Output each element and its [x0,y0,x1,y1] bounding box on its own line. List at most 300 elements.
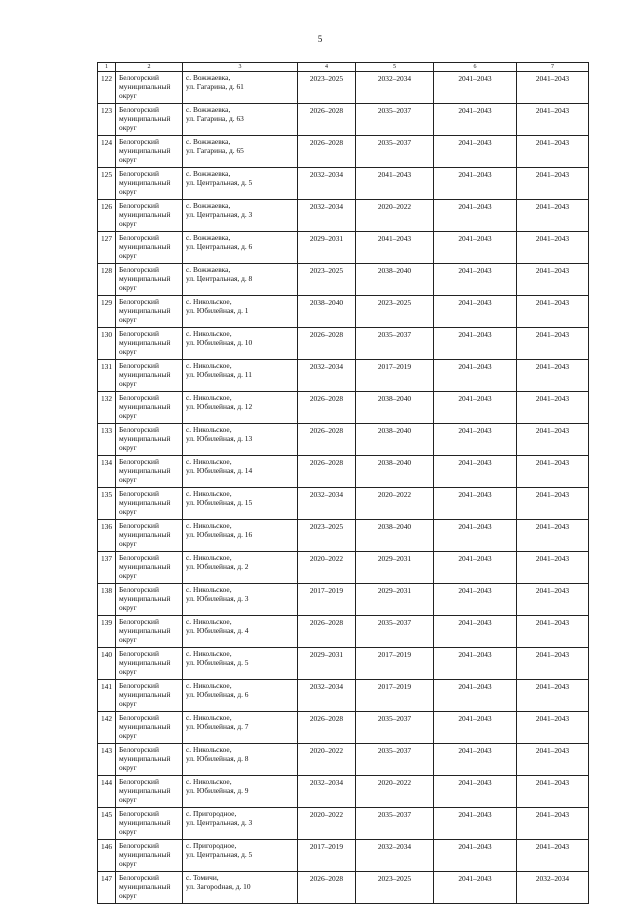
table-row [98,744,589,776]
row-number: 125 [98,168,116,200]
period-col-4: 2023–2025 [298,72,356,104]
address-line: ул. Юбилейная, д. 10 [186,338,253,348]
row-number: 137 [98,552,116,584]
address-cell [183,456,298,488]
address-line: с. Никольское, [186,521,232,530]
period-col-5: 2017–2019 [356,680,434,712]
municipality-line: муниципальный [119,210,171,220]
period-col-4: 2026–2028 [298,424,356,456]
address-line: ул. Гагарина, д. 65 [186,146,244,156]
period-col-4: 2026–2028 [298,456,356,488]
municipality-line: Белогорский [119,233,159,242]
municipality-line: округ [119,635,137,645]
row-number: 131 [98,360,116,392]
row-number: 146 [98,840,116,872]
period-col-4: 2029–2031 [298,648,356,680]
address-cell [183,744,298,776]
municipality-cell [116,616,183,648]
period-col-7: 2041–2043 [517,680,589,712]
municipality-line: Белогорский [119,361,159,370]
municipality-cell [116,584,183,616]
municipality-line: округ [119,795,137,805]
address-line: с. Никольское, [186,361,232,370]
period-col-5: 2035–2037 [356,712,434,744]
period-col-5: 2035–2037 [356,328,434,360]
period-col-6: 2041–2043 [434,808,517,840]
address-line: с. Никольское, [186,777,232,786]
address-line: с. Вожжаевка, [186,201,231,210]
period-col-6: 2041–2043 [434,648,517,680]
table-row [98,488,589,520]
municipality-line: муниципальный [119,754,171,764]
period-col-6: 2041–2043 [434,680,517,712]
period-col-5: 2020–2022 [356,488,434,520]
period-col-6: 2041–2043 [434,456,517,488]
address-line: с. Пригородное, [186,841,237,850]
period-col-4: 2032–2034 [298,776,356,808]
period-col-7: 2041–2043 [517,232,589,264]
table-row [98,584,589,616]
table-row [98,392,589,424]
address-line: ул. Юбилейная, д. 2 [186,562,249,572]
municipality-line: Белогорский [119,873,159,882]
municipality-line: муниципальный [119,786,171,796]
period-col-4: 2029–2031 [298,232,356,264]
municipality-line: муниципальный [119,306,171,316]
row-number: 144 [98,776,116,808]
address-line: с. Никольское, [186,297,232,306]
address-line: с. Вожжаевка, [186,265,231,274]
header-col-4: 4 [298,63,356,72]
municipality-line: округ [119,859,137,869]
period-col-6: 2041–2043 [434,520,517,552]
address-cell [183,104,298,136]
municipality-line: округ [119,539,137,549]
table-row [98,808,589,840]
municipality-cell [116,680,183,712]
address-cell [183,712,298,744]
address-cell [183,168,298,200]
municipality-cell [116,72,183,104]
header-col-3: 3 [183,63,298,72]
address-cell [183,200,298,232]
address-line: ул. Гагарина, д. 61 [186,82,244,92]
address-cell [183,808,298,840]
municipality-line: Белогорский [119,137,159,146]
municipality-cell [116,392,183,424]
address-line: ул. Юбилейная, д. 9 [186,786,249,796]
period-col-6: 2041–2043 [434,712,517,744]
period-col-5: 2035–2037 [356,744,434,776]
table-row [98,776,589,808]
period-col-4: 2026–2028 [298,392,356,424]
period-col-4: 2026–2028 [298,872,356,904]
municipality-line: округ [119,251,137,261]
period-col-6: 2041–2043 [434,328,517,360]
period-col-4: 2026–2028 [298,136,356,168]
period-col-4: 2032–2034 [298,200,356,232]
address-line: с. Никольское, [186,745,232,754]
municipality-line: муниципальный [119,818,171,828]
address-line: ул. Юбилейная, д. 5 [186,658,249,668]
municipality-line: муниципальный [119,434,171,444]
row-number: 122 [98,72,116,104]
address-line: с. Никольское, [186,713,232,722]
municipality-line: округ [119,699,137,709]
municipality-line: муниципальный [119,690,171,700]
municipality-line: муниципальный [119,146,171,156]
period-col-4: 2026–2028 [298,712,356,744]
period-col-7: 2041–2043 [517,424,589,456]
period-col-7: 2041–2043 [517,328,589,360]
municipality-line: Белогорский [119,649,159,658]
municipality-line: муниципальный [119,882,171,892]
address-line: с. Никольское, [186,457,232,466]
period-col-7: 2041–2043 [517,168,589,200]
address-cell [183,872,298,904]
municipality-cell [116,552,183,584]
address-line: с. Никольское, [186,585,232,594]
table-row [98,360,589,392]
municipality-line: округ [119,187,137,197]
address-line: ул. Гагарина, д. 63 [186,114,244,124]
row-number: 140 [98,648,116,680]
period-col-6: 2041–2043 [434,360,517,392]
address-line: ул. Юбилейная, д. 13 [186,434,253,444]
table-row [98,136,589,168]
period-col-6: 2041–2043 [434,104,517,136]
table-row [98,424,589,456]
municipality-line: округ [119,123,137,133]
header-col-5: 5 [356,63,434,72]
period-col-4: 2032–2034 [298,680,356,712]
row-number: 130 [98,328,116,360]
period-col-7: 2041–2043 [517,136,589,168]
address-line: с. Вожжаевка, [186,169,231,178]
period-col-5: 2041–2043 [356,232,434,264]
period-col-7: 2041–2043 [517,360,589,392]
municipality-line: Белогорский [119,681,159,690]
period-col-6: 2041–2043 [434,488,517,520]
address-line: с. Никольское, [186,649,232,658]
period-col-7: 2041–2043 [517,648,589,680]
municipality-line: муниципальный [119,722,171,732]
municipality-line: муниципальный [119,658,171,668]
municipality-cell [116,200,183,232]
table-row [98,520,589,552]
municipality-cell [116,136,183,168]
address-cell [183,296,298,328]
address-line: ул. Юбилейная, д. 16 [186,530,253,540]
municipality-cell [116,776,183,808]
period-col-6: 2041–2043 [434,72,517,104]
period-col-5: 2020–2022 [356,776,434,808]
address-cell [183,840,298,872]
period-col-5: 2017–2019 [356,648,434,680]
address-cell [183,584,298,616]
period-col-4: 2020–2022 [298,744,356,776]
period-col-6: 2041–2043 [434,392,517,424]
table-row [98,104,589,136]
period-col-7: 2041–2043 [517,712,589,744]
address-line: с. Вожжаевка, [186,233,231,242]
period-col-4: 2032–2034 [298,488,356,520]
municipality-line: Белогорский [119,457,159,466]
address-line: ул. Юбилейная, д. 1 [186,306,249,316]
address-line: ул. Центральная, д. 8 [186,274,253,284]
municipality-cell [116,360,183,392]
municipality-line: Белогорский [119,841,159,850]
period-col-5: 2038–2040 [356,424,434,456]
address-line: с. Никольское, [186,329,232,338]
period-col-5: 2038–2040 [356,392,434,424]
address-line: ул. Центральная, д. 3 [186,210,253,220]
municipality-line: Белогорский [119,201,159,210]
municipality-line: округ [119,603,137,613]
row-number: 142 [98,712,116,744]
municipality-line: округ [119,443,137,453]
municipality-line: округ [119,507,137,517]
period-col-5: 2029–2031 [356,584,434,616]
municipality-cell [116,488,183,520]
municipality-cell [116,104,183,136]
period-col-4: 2017–2019 [298,840,356,872]
municipality-line: Белогорский [119,297,159,306]
municipality-line: округ [119,571,137,581]
row-number: 133 [98,424,116,456]
municipality-line: муниципальный [119,370,171,380]
row-number: 139 [98,616,116,648]
period-col-7: 2041–2043 [517,520,589,552]
municipality-line: муниципальный [119,466,171,476]
municipality-line: муниципальный [119,530,171,540]
table-row [98,264,589,296]
period-col-7: 2041–2043 [517,744,589,776]
period-col-6: 2041–2043 [434,424,517,456]
period-col-5: 2038–2040 [356,456,434,488]
municipality-line: округ [119,91,137,101]
page-number: 5 [317,34,323,44]
address-line: ул. Юбилейная, д. 7 [186,722,249,732]
address-cell [183,616,298,648]
period-col-6: 2041–2043 [434,552,517,584]
row-number: 129 [98,296,116,328]
period-col-7: 2041–2043 [517,392,589,424]
period-col-5: 2023–2025 [356,872,434,904]
municipality-cell [116,456,183,488]
table-row [98,200,589,232]
municipality-line: округ [119,315,137,325]
period-col-6: 2041–2043 [434,232,517,264]
address-line: с. Никольское, [186,617,232,626]
municipality-line: муниципальный [119,594,171,604]
address-cell [183,392,298,424]
address-cell [183,680,298,712]
table-row [98,328,589,360]
period-col-6: 2041–2043 [434,168,517,200]
address-line: с. Пригородное, [186,809,237,818]
period-col-5: 2029–2031 [356,552,434,584]
period-col-5: 2035–2037 [356,616,434,648]
header-col-2: 2 [116,63,183,72]
period-col-7: 2041–2043 [517,456,589,488]
address-line: ул. Юбилейная, д. 15 [186,498,253,508]
municipality-line: округ [119,731,137,741]
address-line: ул. Юбилейная, д. 3 [186,594,249,604]
municipality-line: округ [119,283,137,293]
municipality-cell [116,264,183,296]
address-cell [183,136,298,168]
period-col-4: 2026–2028 [298,104,356,136]
address-cell [183,424,298,456]
period-col-6: 2041–2043 [434,616,517,648]
period-col-7: 2032–2034 [517,872,589,904]
municipality-line: Белогорский [119,553,159,562]
address-cell [183,328,298,360]
address-cell [183,776,298,808]
address-line: ул. Центральная, д. 3 [186,818,253,828]
period-col-7: 2041–2043 [517,104,589,136]
municipality-line: округ [119,379,137,389]
municipality-line: округ [119,891,137,901]
period-col-6: 2041–2043 [434,744,517,776]
municipality-line: муниципальный [119,626,171,636]
row-number: 145 [98,808,116,840]
period-col-7: 2041–2043 [517,840,589,872]
address-cell [183,264,298,296]
municipality-cell [116,744,183,776]
header-col-6: 6 [434,63,517,72]
address-line: ул. Центральная, д. 6 [186,242,253,252]
address-line: ул. Загорodная, д. 10 [186,882,251,892]
row-number: 124 [98,136,116,168]
period-col-5: 2032–2034 [356,72,434,104]
table-row [98,72,589,104]
period-col-4: 2023–2025 [298,520,356,552]
period-col-6: 2041–2043 [434,776,517,808]
municipality-cell [116,328,183,360]
municipality-line: округ [119,475,137,485]
municipality-line: Белогорский [119,105,159,114]
municipality-line: муниципальный [119,498,171,508]
address-line: ул. Центральная, д. 5 [186,178,253,188]
municipality-line: Белогорский [119,777,159,786]
table-row [98,168,589,200]
municipality-line: муниципальный [119,402,171,412]
row-number: 141 [98,680,116,712]
period-col-5: 2035–2037 [356,136,434,168]
period-col-5: 2041–2043 [356,168,434,200]
address-line: ул. Юбилейная, д. 8 [186,754,249,764]
period-col-4: 2020–2022 [298,552,356,584]
address-line: ул. Юбилейная, д. 14 [186,466,253,476]
municipality-cell [116,840,183,872]
period-col-6: 2041–2043 [434,584,517,616]
municipality-line: муниципальный [119,82,171,92]
row-number: 134 [98,456,116,488]
table-row [98,712,589,744]
row-number: 147 [98,872,116,904]
municipality-line: округ [119,827,137,837]
municipality-line: округ [119,411,137,421]
table-row [98,616,589,648]
address-line: с. Никольское, [186,425,232,434]
table-row [98,296,589,328]
period-col-7: 2041–2043 [517,200,589,232]
period-col-6: 2041–2043 [434,296,517,328]
municipality-line: Белогорский [119,489,159,498]
period-col-5: 2017–2019 [356,360,434,392]
address-line: с. Томичи, [186,873,219,882]
municipality-line: муниципальный [119,274,171,284]
period-col-5: 2035–2037 [356,808,434,840]
period-col-7: 2041–2043 [517,264,589,296]
row-number: 128 [98,264,116,296]
period-col-5: 2038–2040 [356,520,434,552]
table-row [98,872,589,904]
period-col-6: 2041–2043 [434,872,517,904]
municipality-cell [116,648,183,680]
period-col-4: 2020–2022 [298,808,356,840]
row-number: 135 [98,488,116,520]
municipality-line: округ [119,219,137,229]
period-col-7: 2041–2043 [517,808,589,840]
period-col-4: 2032–2034 [298,360,356,392]
period-col-6: 2041–2043 [434,840,517,872]
period-col-4: 2017–2019 [298,584,356,616]
period-col-7: 2041–2043 [517,552,589,584]
municipality-line: округ [119,763,137,773]
period-col-4: 2032–2034 [298,168,356,200]
address-cell [183,552,298,584]
schedule-table [97,62,589,904]
period-col-6: 2041–2043 [434,136,517,168]
address-line: с. Вожжаевка, [186,105,231,114]
period-col-5: 2032–2034 [356,840,434,872]
address-line: с. Никольское, [186,393,232,402]
municipality-line: муниципальный [119,338,171,348]
address-line: ул. Центральная, д. 5 [186,850,253,860]
municipality-line: Белогорский [119,425,159,434]
municipality-cell [116,424,183,456]
address-line: ул. Юбилейная, д. 11 [186,370,252,380]
table-row [98,232,589,264]
municipality-line: муниципальный [119,242,171,252]
address-cell [183,232,298,264]
municipality-cell [116,872,183,904]
row-number: 123 [98,104,116,136]
address-line: с. Вожжаевка, [186,137,231,146]
address-cell [183,488,298,520]
period-col-7: 2041–2043 [517,296,589,328]
municipality-line: Белогорский [119,521,159,530]
municipality-cell [116,712,183,744]
row-number: 143 [98,744,116,776]
table-row [98,456,589,488]
row-number: 126 [98,200,116,232]
period-col-7: 2041–2043 [517,776,589,808]
period-col-5: 2020–2022 [356,200,434,232]
address-line: с. Никольское, [186,553,232,562]
row-number: 132 [98,392,116,424]
municipality-line: муниципальный [119,850,171,860]
municipality-cell [116,232,183,264]
municipality-line: Белогорский [119,809,159,818]
address-line: с. Вожжаевка, [186,73,231,82]
address-cell [183,360,298,392]
address-cell [183,72,298,104]
municipality-line: муниципальный [119,178,171,188]
